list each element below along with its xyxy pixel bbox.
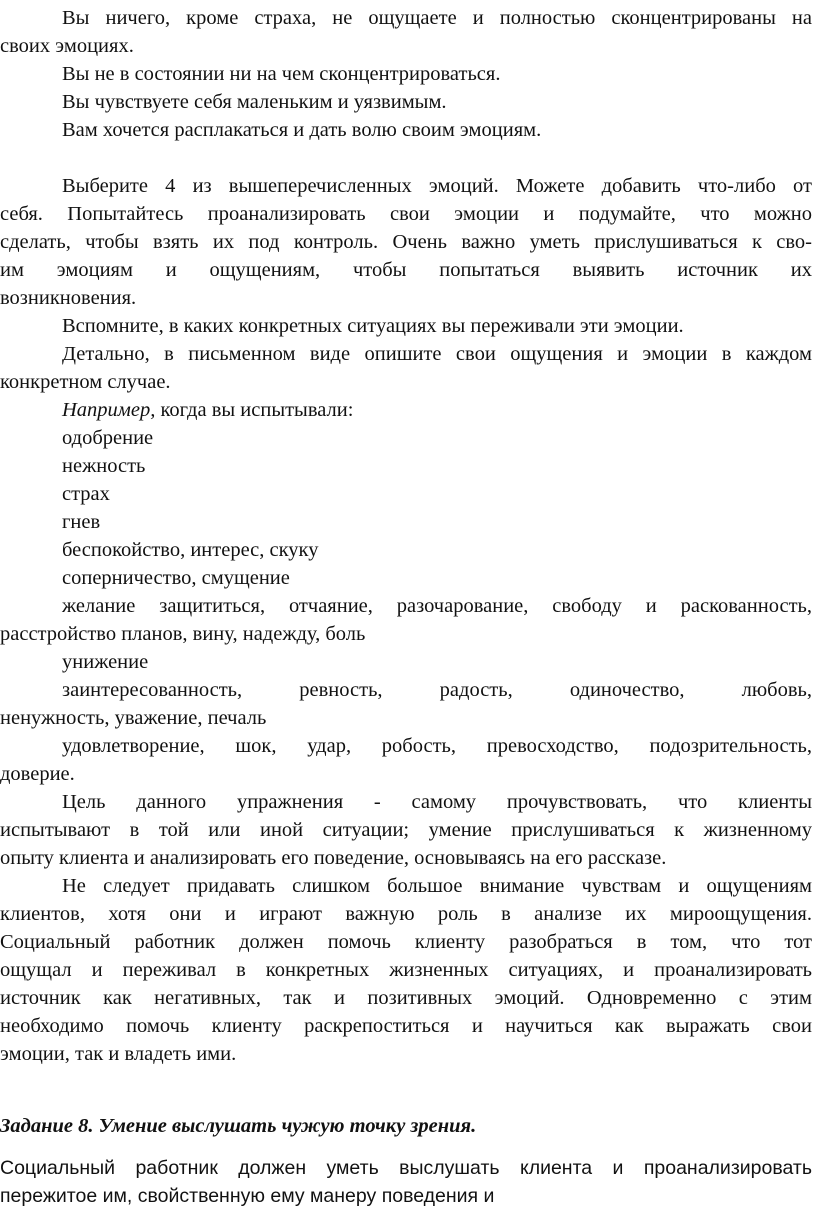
text-line: испытывают в той или иной ситуации; умение прислушиваться к жизненному — [0, 819, 812, 841]
text-line: опыту клиента и анализировать его поведение, основываясь на его рассказе. — [0, 847, 667, 869]
list-item: соперничество, смущение — [62, 567, 290, 589]
text-line: Не следует придавать слишком большое внимание чувствам и ощущениям — [62, 875, 812, 897]
section-heading: Задание 8. Умение выслушать чужую точку зрения. — [0, 1115, 477, 1137]
text-line: им эмоциям и ощущениям, чтобы попытаться выявить источник их — [0, 259, 812, 281]
text-line: Социальный работник должен уметь выслушать клиента и проанализировать — [0, 1157, 812, 1179]
text-line: эмоции, так и владеть ими. — [0, 1043, 237, 1065]
text-line — [62, 398, 353, 422]
list-item: беспокойство, интерес, скуку — [62, 539, 319, 561]
text-line: Вы не в состоянии ни на чем сконцентрироваться. — [62, 63, 501, 85]
list-item: гнев — [62, 511, 101, 533]
example-text: когда вы испытывали: — [155, 399, 354, 421]
text-line: расстройство планов, вину, надежду, боль — [0, 623, 366, 645]
text-line: сделать, чтобы взять их под контроль. Очень важно уметь прислушиваться к сво- — [0, 231, 812, 253]
list-item: заинтересованность, ревность, радость, одиночество, любовь, — [62, 679, 812, 701]
text-line: Выберите 4 из вышеперечисленных эмоций. Можете добавить что-либо от — [62, 175, 812, 197]
text-line: Вы ничего, кроме страха, не ощущаете и полностью сконцентрированы на — [62, 7, 812, 29]
text-line: конкретном случае. — [0, 371, 171, 393]
text-line: Вам хочется расплакаться и дать волю своим эмоциям. — [62, 119, 542, 141]
text-line: необходимо помочь клиенту раскрепоститься и научиться как выражать свои — [0, 1015, 812, 1037]
text-line: Вы чувствуете себя маленьким и уязвимым. — [62, 91, 447, 113]
text-line: Социальный работник должен помочь клиенту разобраться в том, что тот — [0, 931, 812, 953]
text-line: источник как негативных, так и позитивных эмоций. Одновременно с этим — [0, 987, 812, 1009]
text-line: ненужность, уважение, печаль — [0, 707, 267, 729]
list-item: страх — [62, 483, 110, 505]
text-line: пережитое им, свойственную ему манеру поведения и — [0, 1185, 495, 1207]
text-line: клиентов, хотя они и играют важную роль в анализе их мироощущения. — [0, 903, 812, 925]
text-line: ощущал и переживал в конкретных жизненных ситуациях, и проанализировать — [0, 959, 812, 981]
text-line: возникновения. — [0, 287, 137, 309]
text-line: своих эмоциях. — [0, 35, 134, 57]
list-item: желание защититься, отчаяние, разочарование, свободу и раскованность, — [62, 595, 812, 617]
text-line: Вспомните, в каких конкретных ситуациях вы переживали эти эмоции. — [62, 315, 684, 337]
list-item: одобрение — [62, 427, 154, 449]
list-item: нежность — [62, 455, 146, 477]
text-line: себя. Попытайтесь проанализировать свои эмоции и подумайте, что можно — [0, 203, 812, 225]
text-line: доверие. — [0, 763, 75, 785]
list-item: унижение — [62, 651, 149, 673]
example-label: Например, — [62, 399, 156, 421]
text-line: Цель данного упражнения - самому прочувствовать, что клиенты — [62, 791, 812, 813]
text-line: Детально, в письменном виде опишите свои ощущения и эмоции в каждом — [62, 343, 812, 365]
list-item: удовлетворение, шок, удар, робость, превосходство, подозрительность, — [62, 735, 812, 757]
